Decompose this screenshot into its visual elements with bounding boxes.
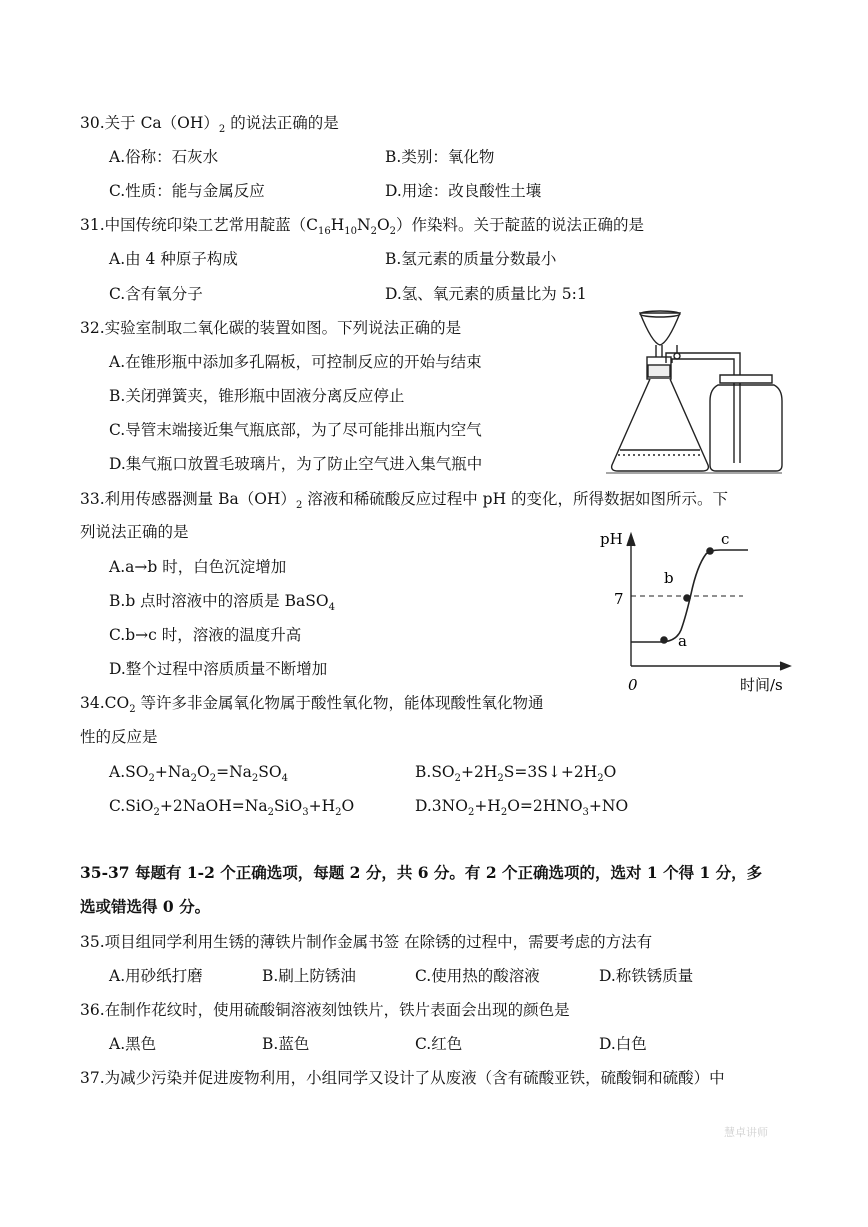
q33-option-b: B.b 点时溶液中的溶质是 BaSO$_4$	[109, 592, 335, 613]
q34-option-d: $D.3NO_2+H_2O=2HNO_3+NO$	[415, 797, 629, 818]
point-b	[683, 594, 691, 602]
q32-option-a: A.在锥形瓶中添加多孔隔板，可控制反应的开始与结束	[109, 353, 482, 371]
q32-option-b: B.关闭弹簧夹，锥形瓶中固液分离反应停止	[109, 387, 405, 405]
q36-stem: 36.在制作花纹时，使用硫酸铜溶液刻蚀铁片，铁片表面会出现的颜色是	[80, 1001, 570, 1019]
q35-option-c: C.使用热的酸溶液	[415, 967, 540, 985]
section-instruction-line1: 35-37 每题有 1-2 个正确选项，每题 2 分，共 6 分。有 2 个正确选项的，选对 1 个得 1 分，多	[80, 863, 763, 882]
point-a	[660, 636, 668, 644]
q33-stem-line2: 列说法正确的是	[80, 523, 189, 541]
q30-stem: 30.关于 $Ca(OH)_2$ 的说法正确的是	[80, 114, 339, 135]
q34-option-c: $C.SiO_2+2NaOH=Na_2SiO_3+H_2O$	[109, 797, 355, 818]
q35-stem: 35.项目组同学利用生锈的薄铁片制作金属书签 在除锈的过程中，需要考虑的方法有	[80, 933, 653, 951]
q31-option-a: A.由 4 种原子构成	[109, 250, 238, 268]
q30-option-c: C.性质：能与金属反应	[109, 182, 265, 200]
label-c: c	[721, 530, 730, 548]
q31-option-c: C.含有氧分子	[109, 285, 203, 303]
q34-stem-line1: $34.CO_2$ 等许多非金属氧化物属于酸性氧化物，能体现酸性氧化物通	[80, 694, 544, 715]
q31-stem: 31.中国传统印染工艺常用靛蓝$(C_{16}H_{10}N_2O_2)$作染料。关于靛蓝的说法正确的是	[80, 216, 645, 237]
q31-option-b: B.氢元素的质量分数最小	[385, 250, 557, 268]
section-instruction-line2: 选或错选得 0 分。	[80, 897, 211, 916]
origin-label: 0	[628, 676, 638, 694]
q30-option-b: B.类别：氧化物	[385, 148, 495, 166]
q35-option-b: B.刷上防锈油	[262, 967, 356, 985]
q37-stem: 37.为减少污染并促进废物利用，小组同学又设计了从废液（含有硫酸亚铁，硫酸铜和硫酸）中	[80, 1069, 725, 1087]
label-a: a	[678, 632, 687, 650]
point-c	[706, 547, 714, 555]
q31-option-d: D.氢、氧元素的质量比为 5:1	[385, 285, 587, 303]
co2-apparatus-figure	[600, 305, 785, 477]
q33-option-c: C.b→c 时，溶液的温度升高	[109, 626, 302, 644]
q30-option-a: A.俗称：石灰水	[109, 148, 219, 166]
ph-axis-label: pH	[600, 530, 623, 548]
q32-option-d: D.集气瓶口放置毛玻璃片，为了防止空气进入集气瓶中	[109, 455, 483, 473]
ph-seven-label: 7	[614, 590, 624, 608]
q32-stem: 32.实验室制取二氧化碳的装置如图。下列说法正确的是	[80, 319, 462, 337]
q34-option-a: $A.SO_2+Na_2O_2=Na_2SO_4$	[109, 763, 288, 784]
q33-option-d: D.整个过程中溶质质量不断增加	[109, 660, 328, 678]
q33-option-a: A.a→b 时，白色沉淀增加	[109, 558, 287, 576]
q33-stem-line1: 33.利用传感器测量 $Ba(OH)_2$ 溶液和稀硫酸反应过程中 pH 的变化，所得数据如图所示。下	[80, 490, 729, 511]
q36-option-d: D.白色	[599, 1035, 647, 1053]
q32-option-c: C.导管末端接近集气瓶底部，为了尽可能排出瓶内空气	[109, 421, 482, 439]
q35-option-d: D.称铁锈质量	[599, 967, 694, 985]
q30-option-d: D.用途：改良酸性土壤	[385, 182, 542, 200]
q36-option-c: C.红色	[415, 1035, 463, 1053]
q34-option-b: $B.SO_2+2H_2S=3S↓+2H_2O$	[415, 763, 617, 784]
q35-option-a: A.用砂纸打磨	[109, 967, 203, 985]
q36-option-a: A.黑色	[109, 1035, 157, 1053]
q34-stem-line2: 性的反应是	[80, 728, 158, 746]
ph-graph	[598, 520, 793, 695]
watermark: 慧卓讲师	[724, 1126, 768, 1139]
q36-option-b: B.蓝色	[262, 1035, 310, 1053]
time-axis-label: 时间/s	[740, 676, 783, 694]
label-b: b	[664, 569, 674, 587]
